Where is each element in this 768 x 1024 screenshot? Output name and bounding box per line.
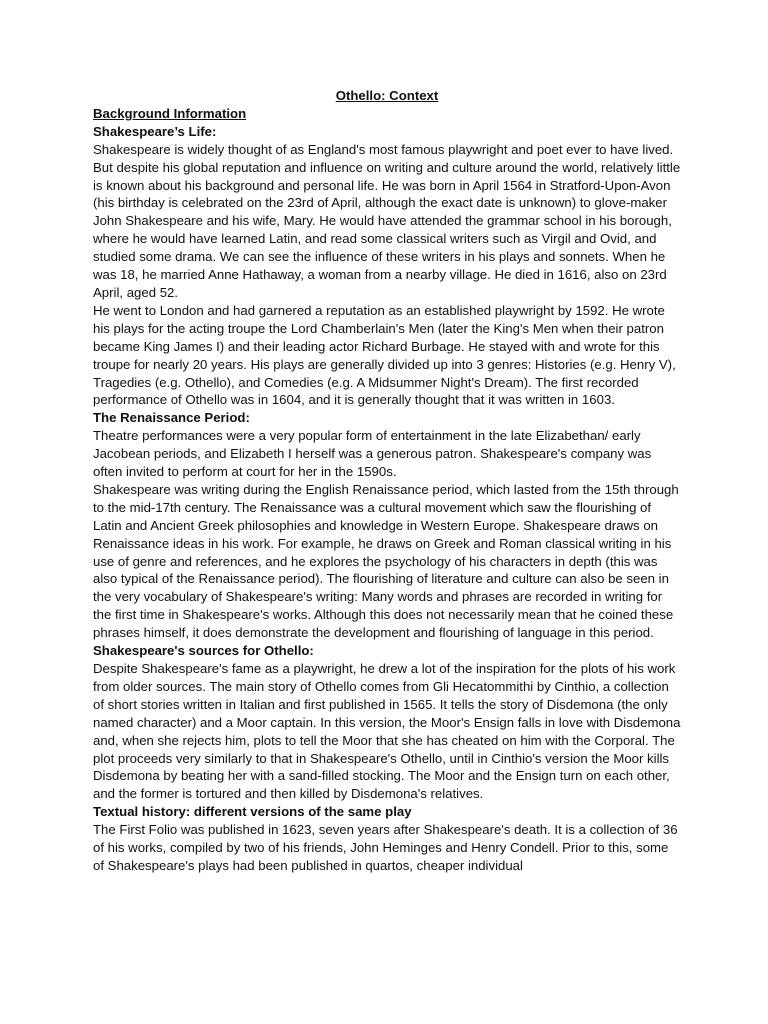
subheading-shakespeares-life: Shakespeare’s Life: [93, 123, 217, 139]
document-title: Othello: Context [335, 88, 439, 103]
paragraph-life-2: He went to London and had garnered a reputation as an established playwright by 1592. He wrote his plays for the acting troupe the Lord Chamberlain's Men (later the King's Men when their patron became King James I) and their leading actor Richard Burbage. He stayed with and wrote for this troupe for nearly 20 years. His plays are generally divided up into 3 genres: Histories (e.g. Henry V), Tragedies (e.g. Othello), and Comedies (e.g. A Midsummer Night's Dream). The first recorded performance of Othello was in 1604, and it is generally thought that it was written in 1603. [93, 302, 676, 408]
paragraph-sources-1: Despite Shakespeare's fame as a playwright, he drew a lot of the inspiration for the plots of his work from older sources. The main story of Othello comes from Gli Hecatommithi by Cinthio, a collection of short stories written in Italian and first published in 1565. It tells the story of Disdemona (the only named character) and a Moor captain. In this version, the Moor's Ensign falls in love with Disdemona and, when she rejects him, plots to tell the Moor that she has cheated on him with the Corporal. The plot proceeds very similarly to that in Shakespeare's Othello, until in Cinthio's version the Moor kills Disdemona by beating her with a sand-filled stocking. The Moor and the Ensign turn on each other, and the former is tortured and then killed by Disdemona's relatives. [93, 661, 681, 802]
paragraph-life-1: Shakespeare is widely thought of as England's most famous playwright and poet ever to have lived. But despite his global reputation and influence on writing and culture around the world, relatively little is known about his background and personal life. He was born in April 1564 in Stratford-Upon-Avon (his birthday is celebrated on the 23rd of April, although the exact date is unknown) to glove-maker John Shakespeare and his wife, Mary. He would have attended the grammar school in his borough, where he would have learned Latin, and read some classical writers such as Virgil and Ovid, and studied some drama. We can see the influence of these writers in his plays and sonnets. When he was 18, he married Anne Hathaway, a woman from a nearby village. He died in 1616, also on 23rd April, aged 52. [93, 141, 681, 300]
subheading-textual-history: Textual history: different versions of the same play [93, 804, 412, 820]
section-heading-background: Background Information [93, 105, 247, 121]
paragraph-renaissance-2: Shakespeare was writing during the English Renaissance period, which lasted from the 15th through to the mid-17th century. The Renaissance was a cultural movement which saw the flourishing of Latin and Ancient Greek philosophies and knowledge in Western Europe. Shakespeare draws on Renaissance ideas in his work. For example, he draws on Greek and Roman classical writing in his use of genre and references, and he explores the psychology of his characters in depth (this was also typical of the Renaissance period). The flourishing of literature and culture can also be seen in the very vocabulary of Shakespeare's writing: Many words and phrases are recorded in writing for the first time in Shakespeare's works. Although this does not necessarily mean that he coined these phrases himself, it does demonstrate the development and flourishing of language in this period. [93, 481, 679, 641]
paragraph-textual-history-1: The First Folio was published in 1623, seven years after Shakespeare's death. It is a collection of 36 of his works, compiled by two of his friends, John Heminges and Henry Condell. Prior to this, some of Shakespeare's plays had been published in quartos, cheaper individual [93, 822, 678, 873]
paragraph-renaissance-1: Theatre performances were a very popular form of entertainment in the late Elizabethan/ early Jacobean periods, and Elizabeth I herself was a generous patron. Shakespeare's company was often invited to perform at court for her in the 1590s. [93, 428, 652, 480]
subheading-sources: Shakespeare's sources for Othello: [93, 643, 314, 659]
document-page [93, 87, 681, 875]
subheading-renaissance-period: The Renaissance Period: [93, 410, 250, 426]
